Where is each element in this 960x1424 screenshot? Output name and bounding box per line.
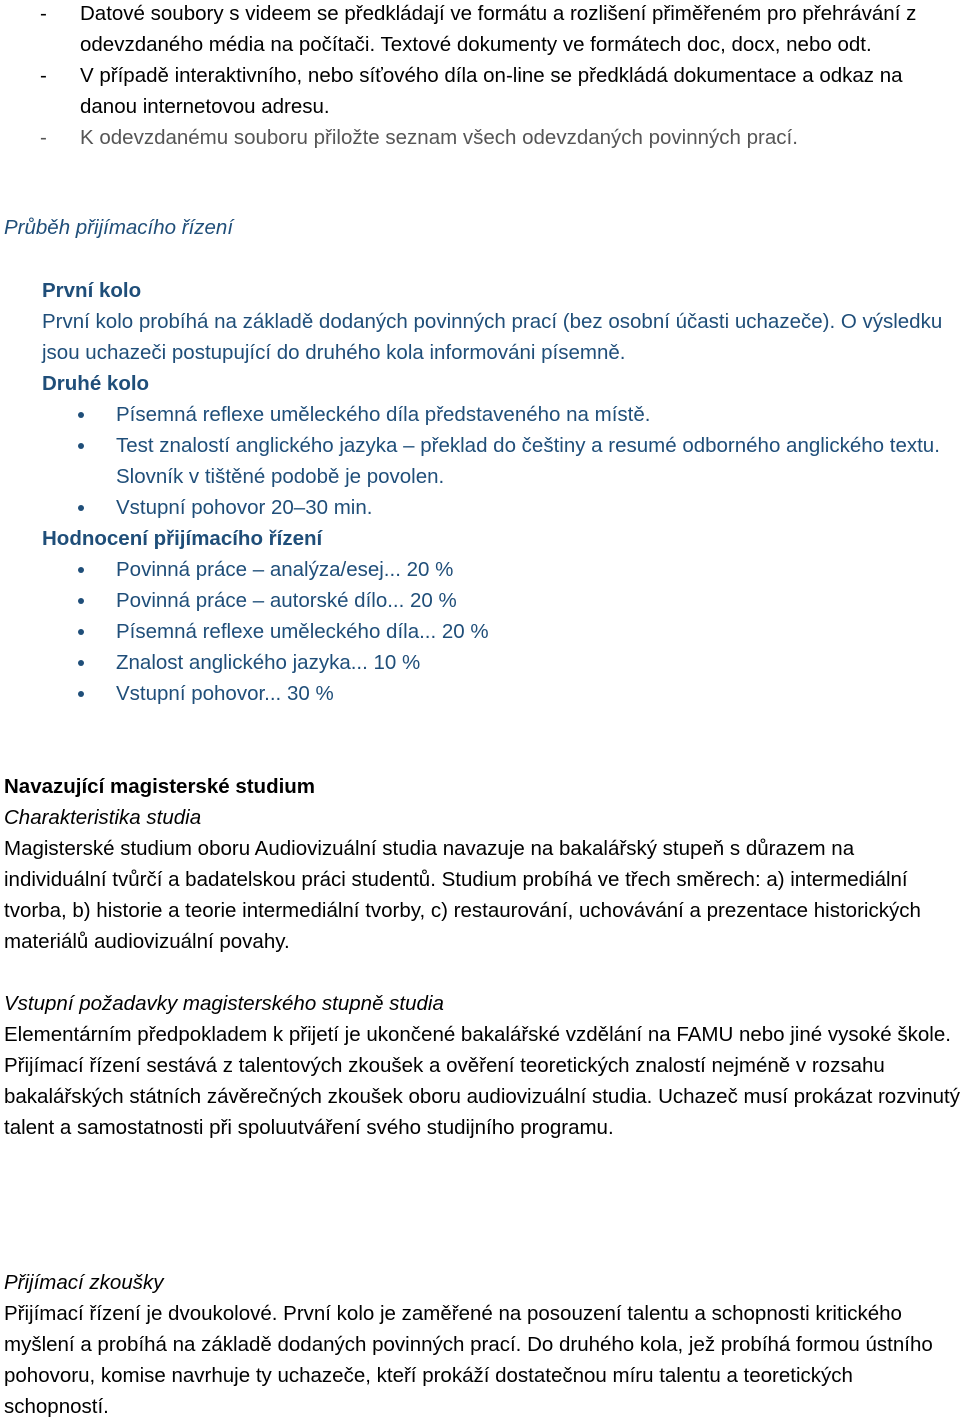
bullet-icon — [78, 660, 84, 666]
requirements-heading: Vstupní požadavky magisterského stupně studia — [4, 992, 444, 1015]
list-item-text: Povinná práce – autorské dílo... 20 % — [116, 589, 457, 612]
first-round-heading: První kolo — [42, 279, 142, 302]
list-item-text: Písemná reflexe uměleckého díla... 20 % — [116, 620, 489, 643]
list-item — [42, 585, 960, 616]
characteristics-text: Magisterské studium oboru Audiovizuální studia navazuje na bakalářský stupeň s důrazem na individuální tvůrčí a badatelskou práci studentů. Studium probíhá ve třech směrech: a) intermediální tvorba, b) historie a teorie intermediální tvorby, c) restaurování, uchovávání a prezentace historických materiálů audiovizuální povahy. — [4, 837, 921, 953]
list-item-text: Znalost anglického jazyka... 10 % — [116, 651, 421, 674]
list-item — [42, 399, 960, 430]
characteristics-heading: Charakteristika studia — [4, 806, 202, 829]
list-item-text: Písemná reflexe uměleckého díla představeného na místě. — [116, 403, 651, 426]
list-item-text: Povinná práce – analýza/esej... 20 % — [116, 558, 454, 581]
list-item — [42, 492, 960, 523]
dash-bullet: - — [40, 2, 47, 25]
list-item — [42, 647, 960, 678]
bullet-icon — [78, 412, 84, 418]
admission-rounds — [42, 275, 960, 709]
list-item — [42, 616, 960, 647]
exams-text: Přijímací řízení je dvoukolové. První kolo je zaměřené na posouzení talentu a schopnosti kritického myšlení a probíhá na základě dodaných povinných prací. Do druhého kola, jež probíhá formou ústního pohovoru, komise navrhuje ty uchazeče, kteří prokáží dostatečnou míru talentu a teoretických schopností. — [4, 1302, 933, 1418]
evaluation-list — [42, 554, 960, 709]
list-item-text: V případě interaktivního, nebo síťového díla on-line se předkládá dokumentace a odkaz na danou internetovou adresu. — [80, 64, 903, 118]
evaluation-heading: Hodnocení přijímacího řízení — [42, 527, 323, 550]
dash-bullet: - — [40, 64, 47, 87]
list-item-text: Vstupní pohovor 20–30 min. — [116, 496, 373, 519]
progress-heading: Průběh přijímacího řízení — [4, 216, 234, 239]
list-item-text: Vstupní pohovor... 30 % — [116, 682, 334, 705]
list-item-text: Test znalostí anglického jazyka – překlad do češtiny a resumé odborného anglického textu. Slovník v tištěné podobě je povolen. — [116, 434, 940, 488]
dash-bullet: - — [40, 126, 47, 149]
first-round-text: První kolo probíhá na základě dodaných povinných prací (bez osobní účasti uchazeče). O výsledku jsou uchazeči postupující do druhého kola informováni písemně. — [42, 310, 943, 364]
list-item — [0, 60, 960, 122]
bullet-icon — [78, 505, 84, 511]
masters-section — [4, 771, 960, 957]
bullet-icon — [78, 443, 84, 449]
submission-requirements-list — [0, 0, 960, 153]
list-item-text: Datové soubory s videem se předkládají ve formátu a rozlišení přiměřeném pro přehrávání z odevzdaného média na počítači. Textové dokumenty ve formátech doc, docx, nebo odt. — [80, 2, 917, 56]
exams-section — [4, 1267, 960, 1422]
bullet-icon — [78, 629, 84, 635]
bullet-icon — [78, 567, 84, 573]
list-item — [42, 554, 960, 585]
masters-title: Navazující magisterské studium — [4, 775, 316, 798]
requirements-section — [4, 988, 960, 1143]
second-round-list — [42, 399, 960, 523]
list-item — [0, 122, 960, 153]
bullet-icon — [78, 598, 84, 604]
requirements-text: Elementárním předpokladem k přijetí je ukončené bakalářské vzdělání na FAMU nebo jiné vysoké škole. Přijímací řízení sestává z talentových zkoušek a ověření teoretických znalostí nejméně v rozsahu bakalářských státních závěrečných zkoušek oboru audiovizuální studia. Uchazeč musí prokázat rozvinutý talent a samostatnosti při spoluutváření svého studijního programu. — [4, 1023, 960, 1139]
bullet-icon — [78, 691, 84, 697]
list-item — [42, 430, 960, 492]
list-item-text: K odevzdanému souboru přiložte seznam všech odevzdaných povinných prací. — [80, 126, 798, 149]
exams-heading: Přijímací zkoušky — [4, 1271, 164, 1294]
list-item — [42, 678, 960, 709]
list-item — [0, 0, 960, 60]
second-round-heading: Druhé kolo — [42, 372, 150, 395]
